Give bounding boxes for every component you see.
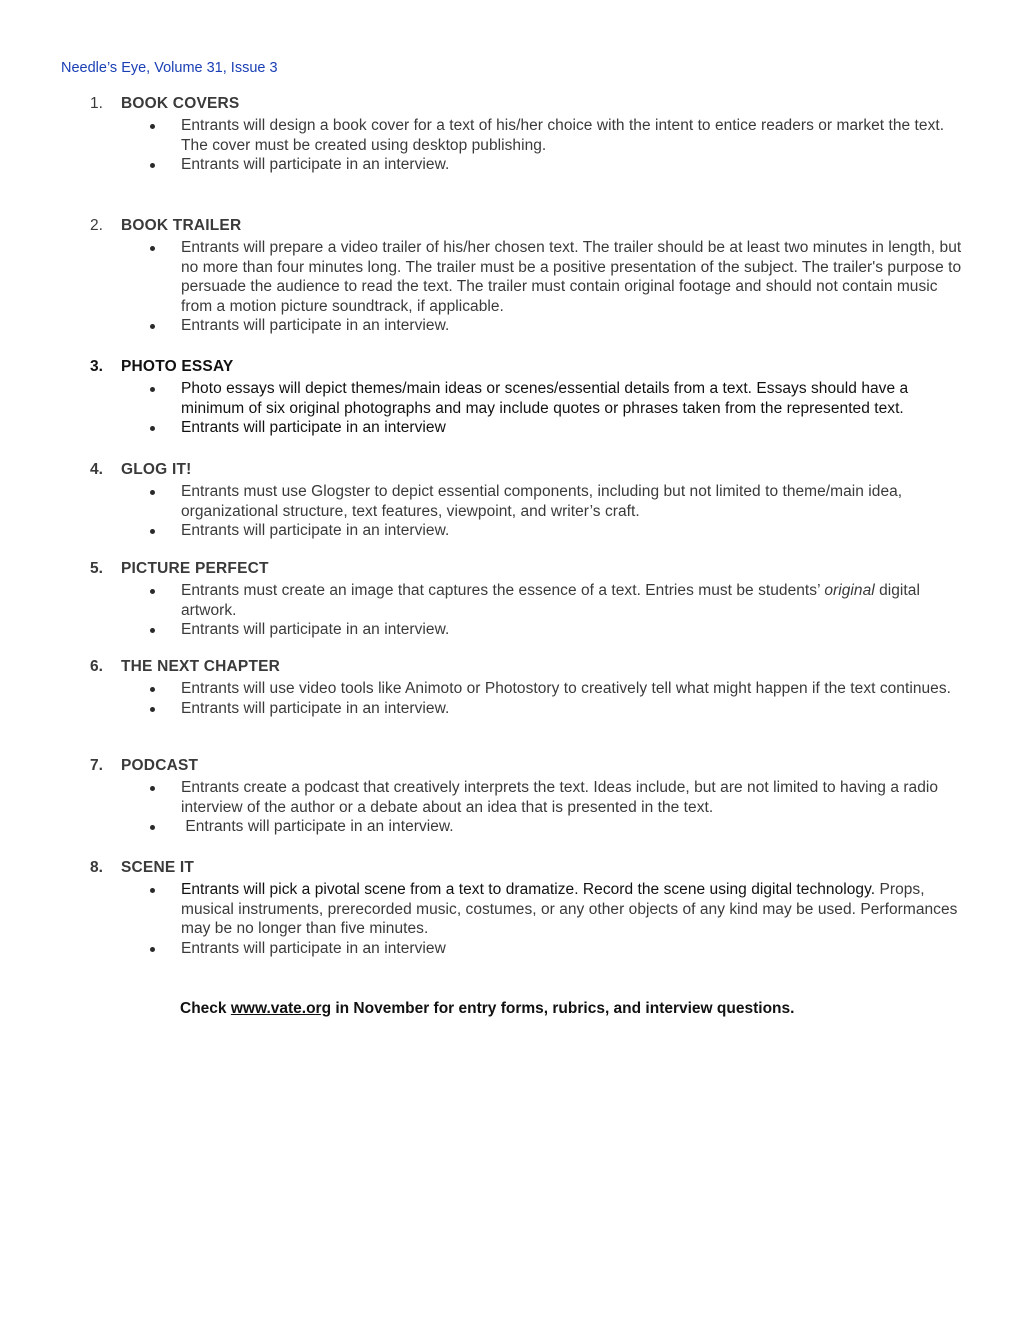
section-number: 8.	[90, 859, 103, 876]
bullet-list	[0, 482, 1024, 541]
bullet-list	[0, 238, 1024, 336]
list-item: Entrants will participate in an interview.	[0, 620, 966, 640]
section-number: 1.	[90, 95, 103, 112]
newsletter-header: Needle’s Eye, Volume 31, Issue 3	[61, 60, 278, 76]
bullet-icon	[150, 490, 155, 495]
list-item: Entrants will participate in an interview.	[0, 817, 966, 837]
section-number: 7.	[90, 757, 103, 774]
list-item: Entrants will design a book cover for a text of his/her choice with the intent to entice readers or market the text. The cover must be created using desktop publishing.	[0, 116, 966, 155]
section-number: 5.	[90, 560, 103, 577]
list-item: Entrants will participate in an interview.	[0, 699, 966, 719]
bullet-list	[0, 379, 1024, 438]
bullet-list	[0, 581, 1024, 640]
bullet-icon	[150, 687, 155, 692]
section-number: 2.	[90, 217, 103, 234]
list-item: Entrants will use video tools like Animoto or Photostory to creatively tell what might happen if the text continues.	[0, 679, 966, 699]
bullet-icon	[150, 426, 155, 431]
list-item: Entrants will participate in an interview.	[0, 316, 966, 336]
section-number: 3.	[90, 358, 103, 375]
list-item: Entrants will participate in an interview.	[0, 521, 966, 541]
list-item: Entrants must use Glogster to depict essential components, including but not limited to theme/main idea, organizational structure, text features, viewpoint, and writer’s craft.	[0, 482, 966, 521]
bullet-icon	[150, 947, 155, 952]
bullet-icon	[150, 888, 155, 893]
list-item: Entrants will participate in an interview	[0, 418, 966, 438]
bullet-list	[0, 778, 1024, 837]
bullet-icon	[150, 628, 155, 633]
bullet-icon	[150, 163, 155, 168]
section-title: BOOK TRAILER	[121, 217, 242, 234]
bullet-icon	[150, 246, 155, 251]
section-title: SCENE IT	[121, 859, 195, 876]
bullet-icon	[150, 825, 155, 830]
list-item: Photo essays will depict themes/main ideas or scenes/essential details from a text. Essays should have a minimum of six original photographs and may include quotes or phrases taken from the represented text.	[0, 379, 966, 418]
list-item: Entrants create a podcast that creatively interprets the text. Ideas include, but are not limited to having a radio interview of the author or a debate about an idea that is presented in the text.	[0, 778, 966, 817]
list-item: Entrants must create an image that captures the essence of a text. Entries must be students’ original digital artwork.	[0, 581, 966, 620]
section-title: PICTURE PERFECT	[121, 560, 269, 577]
section-title: BOOK COVERS	[121, 95, 240, 112]
bullet-icon	[150, 124, 155, 129]
section-number: 4.	[90, 461, 103, 478]
section-title: PODCAST	[121, 757, 199, 774]
bullet-icon	[150, 387, 155, 392]
list-item: Entrants will pick a pivotal scene from a text to dramatize. Record the scene using digital technology. Props, musical instruments, prerecorded music, costumes, or any other objects of any kind may be used. Performances may be no longer than five minutes.	[0, 880, 966, 939]
bullet-list	[0, 679, 1024, 718]
footer-note: Check www.vate.org in November for entry forms, rubrics, and interview questions.	[180, 1000, 795, 1017]
section-number: 6.	[90, 658, 103, 675]
emphasis-original: original	[824, 582, 875, 599]
vate-link[interactable]: www.vate.org	[230, 1000, 332, 1017]
list-item: Entrants will prepare a video trailer of his/her chosen text. The trailer should be at least two minutes in length, but no more than four minutes long. The trailer must be a positive presentation of the subject. The trailer's purpose to persuade the audience to read the text. The trailer must contain original footage and should not contain music from a motion picture soundtrack, if applicable.	[0, 238, 966, 316]
bullet-icon	[150, 707, 155, 712]
bullet-icon	[150, 786, 155, 791]
section-title: GLOG IT!	[121, 461, 192, 478]
bullet-icon	[150, 529, 155, 534]
section-title: THE NEXT CHAPTER	[121, 658, 281, 675]
list-item: Entrants will participate in an interview.	[0, 155, 966, 175]
section-title: PHOTO ESSAY	[121, 358, 234, 375]
bullet-icon	[150, 589, 155, 594]
bullet-list	[0, 116, 1024, 175]
bullet-list	[0, 880, 1024, 958]
bullet-icon	[150, 324, 155, 329]
list-item: Entrants will participate in an interview	[0, 939, 966, 959]
